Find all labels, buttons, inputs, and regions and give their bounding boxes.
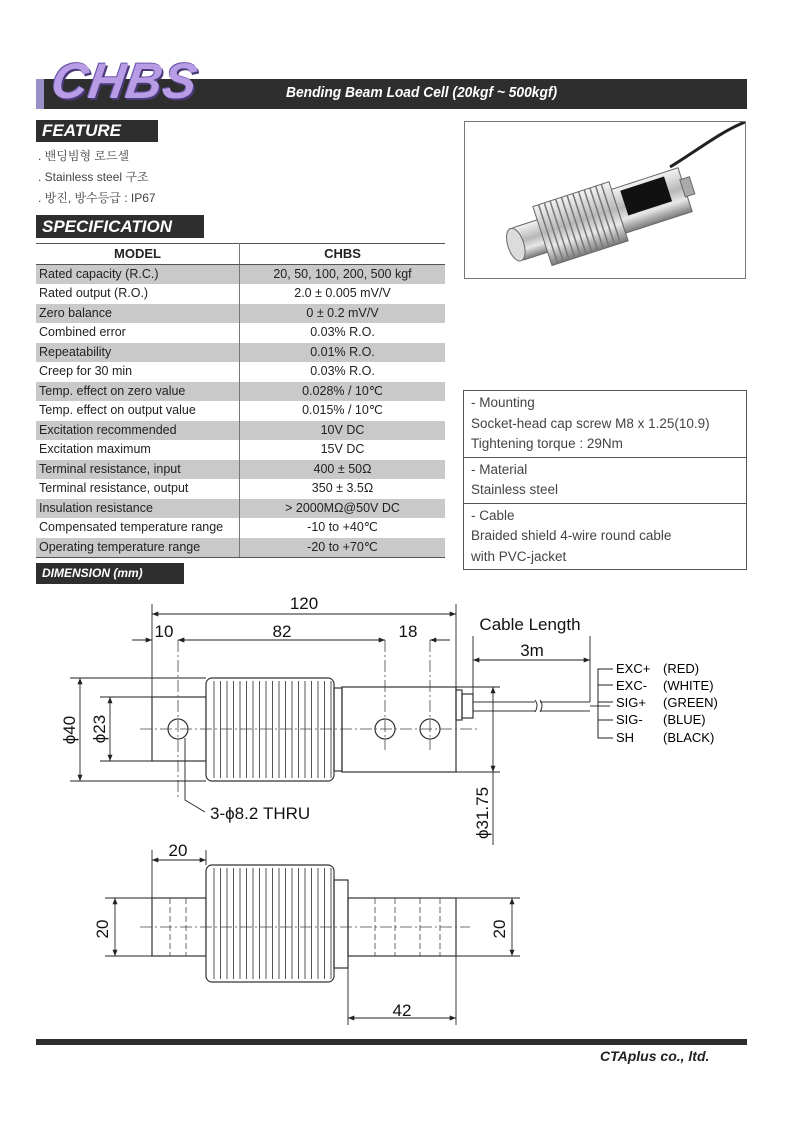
spec-value: 0.03% R.O. bbox=[310, 364, 375, 378]
dim-42: 42 bbox=[392, 1001, 412, 1020]
spec-key: Creep for 30 min bbox=[36, 362, 240, 382]
spec-value: 2.0 ± 0.005 mV/V bbox=[294, 286, 391, 300]
wire-signal: SIG+ bbox=[616, 695, 646, 710]
spec-value: 0.028% / 10℃ bbox=[240, 382, 446, 402]
table-row bbox=[36, 323, 445, 343]
table-row bbox=[36, 362, 445, 382]
mounting-title: - Mounting bbox=[471, 395, 535, 410]
table-row bbox=[36, 479, 445, 499]
spec-value: -10 to +40℃ bbox=[307, 520, 378, 534]
wire-color: (WHITE) bbox=[663, 678, 714, 693]
spec-key: Zero balance bbox=[36, 304, 240, 324]
spec-value: 400 ± 50Ω bbox=[240, 460, 446, 480]
mounting-line: Socket-head cap screw M8 x 1.25(10.9) bbox=[471, 415, 710, 431]
dimension-drawing bbox=[0, 585, 794, 1035]
footer-rule bbox=[36, 1039, 747, 1045]
company-name: CTAplus co., ltd. bbox=[600, 1048, 710, 1064]
mounting-section bbox=[464, 391, 746, 458]
column-header-model: MODEL bbox=[36, 244, 240, 265]
dimension-heading: DIMENSION (mm) bbox=[36, 563, 184, 584]
product-logo: CHBS bbox=[48, 53, 202, 109]
table-row bbox=[36, 401, 445, 421]
table-row bbox=[36, 421, 445, 441]
thru-note: 3-ϕ8.2 THRU bbox=[210, 804, 311, 823]
spec-value: 0.015% / 10℃ bbox=[302, 403, 383, 417]
table-row bbox=[36, 343, 445, 363]
spec-key: Terminal resistance, input bbox=[36, 460, 240, 480]
cable-title: - Cable bbox=[471, 507, 515, 523]
cable-section bbox=[464, 504, 746, 570]
product-photo bbox=[464, 121, 746, 279]
spec-value: > 2000MΩ@50V DC bbox=[240, 499, 446, 519]
page-title: Bending Beam Load Cell (20kgf ~ 500kgf) bbox=[286, 84, 558, 101]
spec-key: Rated output (R.O.) bbox=[36, 284, 240, 304]
spec-key: Temp. effect on output value bbox=[36, 401, 240, 421]
column-header-chbs: CHBS bbox=[240, 244, 446, 265]
dim-18: 18 bbox=[398, 622, 418, 641]
spec-value: 350 ± 3.5Ω bbox=[311, 481, 374, 495]
dim-phi40: ϕ40 bbox=[60, 715, 79, 745]
table-row bbox=[36, 460, 445, 480]
table-row bbox=[36, 382, 445, 402]
spec-key: Terminal resistance, output bbox=[36, 479, 240, 499]
spec-key: Operating temperature range bbox=[36, 538, 240, 558]
table-row bbox=[36, 499, 445, 519]
spec-key: Excitation maximum bbox=[36, 440, 240, 460]
dim-phi23: ϕ23 bbox=[90, 714, 109, 744]
spec-key: Compensated temperature range bbox=[36, 518, 240, 538]
spec-key: Rated capacity (R.C.) bbox=[36, 264, 240, 284]
feature-list bbox=[38, 146, 156, 209]
table-row bbox=[36, 304, 445, 324]
spec-key: Repeatability bbox=[36, 343, 240, 363]
table-row bbox=[36, 264, 445, 284]
dim-82: 82 bbox=[272, 622, 292, 641]
spec-key: Excitation recommended bbox=[36, 421, 240, 441]
dim-phi3175: ϕ31.75 bbox=[473, 786, 492, 840]
wire-color: (GREEN) bbox=[663, 695, 718, 710]
spec-value: 10V DC bbox=[240, 421, 446, 441]
spec-key: Temp. effect on zero value bbox=[36, 382, 240, 402]
wire-color: (BLUE) bbox=[663, 712, 706, 727]
dim-total: 120 bbox=[289, 594, 319, 613]
spec-value: 0 ± 0.2 mV/V bbox=[240, 304, 446, 324]
spec-key: Insulation resistance bbox=[36, 499, 240, 519]
cable-line: with PVC-jacket bbox=[471, 548, 567, 564]
wire-color: (BLACK) bbox=[663, 730, 715, 745]
feature-item: . Stainless steel 구조 bbox=[38, 170, 149, 184]
feature-item: . 밴딩빔형 로드셀 bbox=[38, 149, 130, 163]
table-row bbox=[36, 538, 445, 558]
table-row bbox=[36, 440, 445, 460]
table-row bbox=[36, 518, 445, 538]
wire-signal: SH bbox=[616, 730, 635, 745]
specification-table bbox=[36, 243, 445, 558]
dim-20-top: 20 bbox=[168, 841, 188, 860]
mounting-line: Tightening torque : 29Nm bbox=[471, 436, 623, 451]
wire-signal: SIG- bbox=[616, 712, 643, 727]
material-section bbox=[464, 458, 746, 504]
spec-key: Combined error bbox=[36, 323, 240, 343]
material-title: - Material bbox=[471, 461, 528, 477]
cable-length-value: 3m bbox=[520, 641, 544, 660]
table-header-row bbox=[36, 244, 445, 265]
spec-value: -20 to +70℃ bbox=[240, 538, 446, 558]
info-box bbox=[463, 390, 747, 570]
wire-signal: EXC- bbox=[616, 678, 648, 693]
feature-heading: FEATURE bbox=[36, 120, 158, 142]
spec-value: 20, 50, 100, 200, 500 kgf bbox=[240, 264, 446, 284]
table-row bbox=[36, 284, 445, 304]
cable-line: Braided shield 4-wire round cable bbox=[471, 528, 672, 543]
wire-color: (RED) bbox=[663, 661, 700, 676]
material-line: Stainless steel bbox=[471, 482, 559, 497]
cable-length-label: Cable Length bbox=[479, 615, 581, 634]
spec-value: 15V DC bbox=[320, 442, 365, 456]
spec-value: 0.03% R.O. bbox=[310, 325, 375, 339]
dim-10: 10 bbox=[154, 622, 174, 641]
wire-signal: EXC+ bbox=[616, 661, 651, 676]
feature-item: . 방진, 방수등급 : IP67 bbox=[38, 191, 156, 205]
header-accent bbox=[36, 79, 44, 109]
dim-20-right: 20 bbox=[490, 919, 509, 939]
dim-20-left: 20 bbox=[93, 919, 112, 939]
specification-heading: SPECIFICATION bbox=[36, 215, 204, 238]
spec-value: 0.01% R.O. bbox=[240, 343, 446, 363]
